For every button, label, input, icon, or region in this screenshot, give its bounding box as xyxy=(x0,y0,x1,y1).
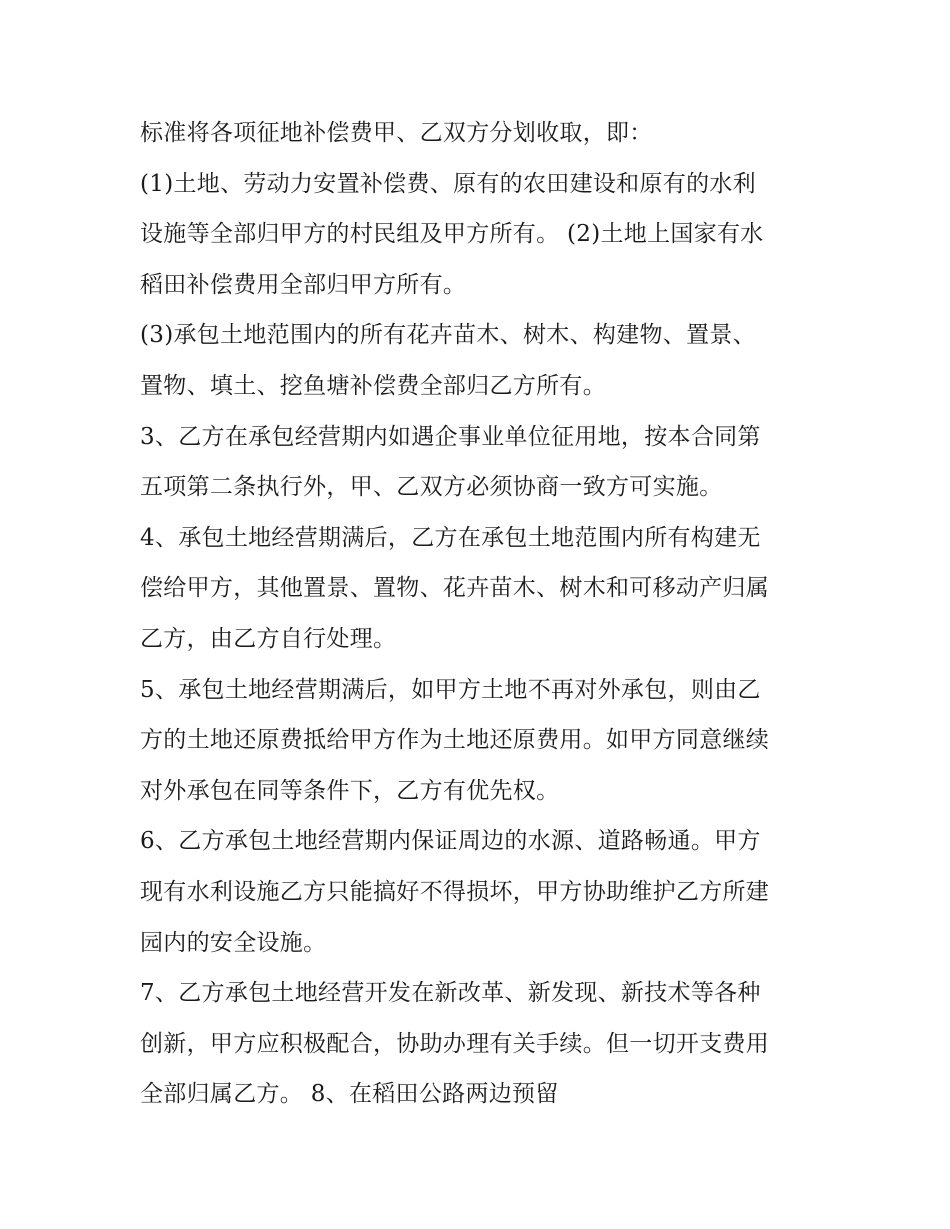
text-line-18: 7、乙方承包土地经营开发在新改革、新发现、新技术等各种 xyxy=(140,980,761,1007)
text-line-1: 标准将各项征地补偿费甲、乙双方分划收取，即： xyxy=(140,120,653,146)
text-line-3: 设施等全部归甲方的村民组及甲方所有。 (2)土地上国家有水 xyxy=(140,221,764,248)
text-line-16: 现有水利设施乙方只能搞好不得损坏，甲方协助维护乙方所建 xyxy=(140,878,770,905)
text-line-19: 创新，甲方应积极配合，协助办理有关手续。但一切开支费用 xyxy=(140,1030,770,1057)
text-line-5: (3)承包土地范围内的所有花卉苗木、树木、构建物、置景、 xyxy=(140,322,756,349)
text-line-8: 五项第二条执行外，甲、乙双方必须协商一致方可实施。 xyxy=(140,474,723,501)
text-line-4: 稻田补偿费用全部归甲方所有。 xyxy=(140,271,467,298)
text-line-6: 置物、填土、挖鱼塘补偿费全部归乙方所有。 xyxy=(140,372,606,399)
text-line-13: 方的土地还原费抵给甲方作为土地还原费用。如甲方同意继续 xyxy=(140,727,770,754)
text-line-17: 园内的安全设施。 xyxy=(140,929,327,956)
text-line-10: 偿给甲方，其他置景、置物、花卉苗木、树木和可移动产归属 xyxy=(140,575,770,602)
text-line-15: 6、乙方承包土地经营期内保证周边的水源、道路畅通。甲方 xyxy=(140,828,761,855)
text-line-11: 乙方，由乙方自行处理。 xyxy=(140,625,397,652)
text-line-12: 5、承包土地经营期满后，如甲方土地不再对外承包，则由乙 xyxy=(140,676,761,703)
text-line-14: 对外承包在同等条件下，乙方有优先权。 xyxy=(140,777,560,804)
contract-text-body xyxy=(140,108,820,1120)
text-line-2: (1)土地、劳动力安置补偿费、原有的农田建设和原有的水利 xyxy=(140,170,756,197)
text-line-9: 4、承包土地经营期满后，乙方在承包土地范围内所有构建无 xyxy=(140,524,761,551)
text-line-7: 3、乙方在承包经营期内如遇企事业单位征用地，按本合同第 xyxy=(140,423,761,450)
text-line-20: 全部归属乙方。 8、在稻田公路两边预留 xyxy=(140,1081,559,1108)
